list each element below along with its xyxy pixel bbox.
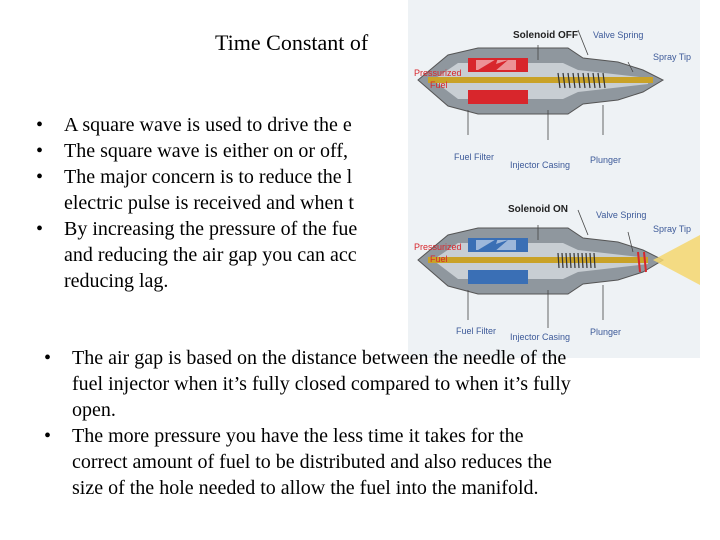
pressurized-label: Pressurized: [414, 68, 462, 78]
injector-diagram-off: [408, 0, 700, 178]
bullet-glyph: •: [44, 425, 52, 447]
bullet-continuation: [72, 475, 712, 501]
injector-diagram-on: [408, 180, 700, 358]
bullet-text: fuel injector when it’s fully closed compared to when it’s fully: [72, 373, 571, 395]
bullet-glyph: •: [36, 114, 44, 136]
bullet-continuation: [72, 449, 712, 475]
bullet-glyph: •: [44, 347, 52, 369]
valve-spring-label: Valve Spring: [593, 30, 644, 40]
spray-tip-label: Spray Tip: [653, 224, 692, 234]
bullet-text: size of the hole needed to allow the fuel into the manifold.: [72, 477, 539, 499]
injector-casing-label: Injector Casing: [510, 332, 571, 342]
bullet-text: correct amount of fuel to be distributed and also reduces the: [72, 451, 552, 473]
injector-needle: [428, 77, 653, 83]
valve-spring-label: Valve Spring: [596, 210, 647, 220]
slide-title: Time Constant of: [215, 30, 369, 55]
bullet-text: electric pulse is received and when t: [64, 192, 354, 214]
solenoid-state-label: Solenoid OFF: [513, 30, 578, 41]
bullet-text: The air gap is based on the distance between the needle of the: [72, 347, 567, 369]
bullet-text: reducing lag.: [64, 270, 169, 292]
plunger-label: Plunger: [590, 327, 622, 337]
bullet-list-bottom: [44, 345, 712, 501]
bullet-glyph: •: [36, 218, 44, 240]
bullet-glyph: •: [36, 140, 44, 162]
pressurized-label: Pressurized: [414, 242, 462, 252]
injector-casing-label: Injector Casing: [510, 160, 571, 170]
spray-tip-label: Spray Tip: [653, 52, 692, 62]
bullet-text: The more pressure you have the less time it takes for the: [72, 425, 524, 447]
bullet-glyph: •: [36, 166, 44, 188]
bullet-text: open.: [72, 399, 116, 421]
bullet-item: [44, 423, 712, 449]
solenoid-state-label: Solenoid ON: [508, 204, 568, 215]
fuel-injector-figure: [408, 0, 700, 358]
bullet-continuation: [72, 371, 712, 397]
fuel-label: Fuel: [430, 254, 448, 264]
bullet-text: The square wave is either on or off,: [64, 140, 348, 162]
injector-needle: [428, 257, 648, 263]
fuel-filter-label: Fuel Filter: [456, 326, 497, 336]
bullet-text: A square wave is used to drive the e: [64, 114, 352, 136]
bullet-text: The major concern is to reduce the l: [64, 166, 353, 188]
bullet-text: and reducing the air gap you can acc: [64, 244, 357, 266]
solenoid-coil-lower: [468, 270, 528, 284]
fuel-filter-label: Fuel Filter: [454, 152, 495, 162]
plunger-label: Plunger: [590, 155, 622, 165]
solenoid-coil-lower: [468, 90, 528, 104]
bullet-continuation: [72, 397, 712, 423]
bullet-item: [44, 345, 712, 371]
bullet-text: By increasing the pressure of the fue: [64, 218, 358, 240]
fuel-label: Fuel: [430, 80, 448, 90]
